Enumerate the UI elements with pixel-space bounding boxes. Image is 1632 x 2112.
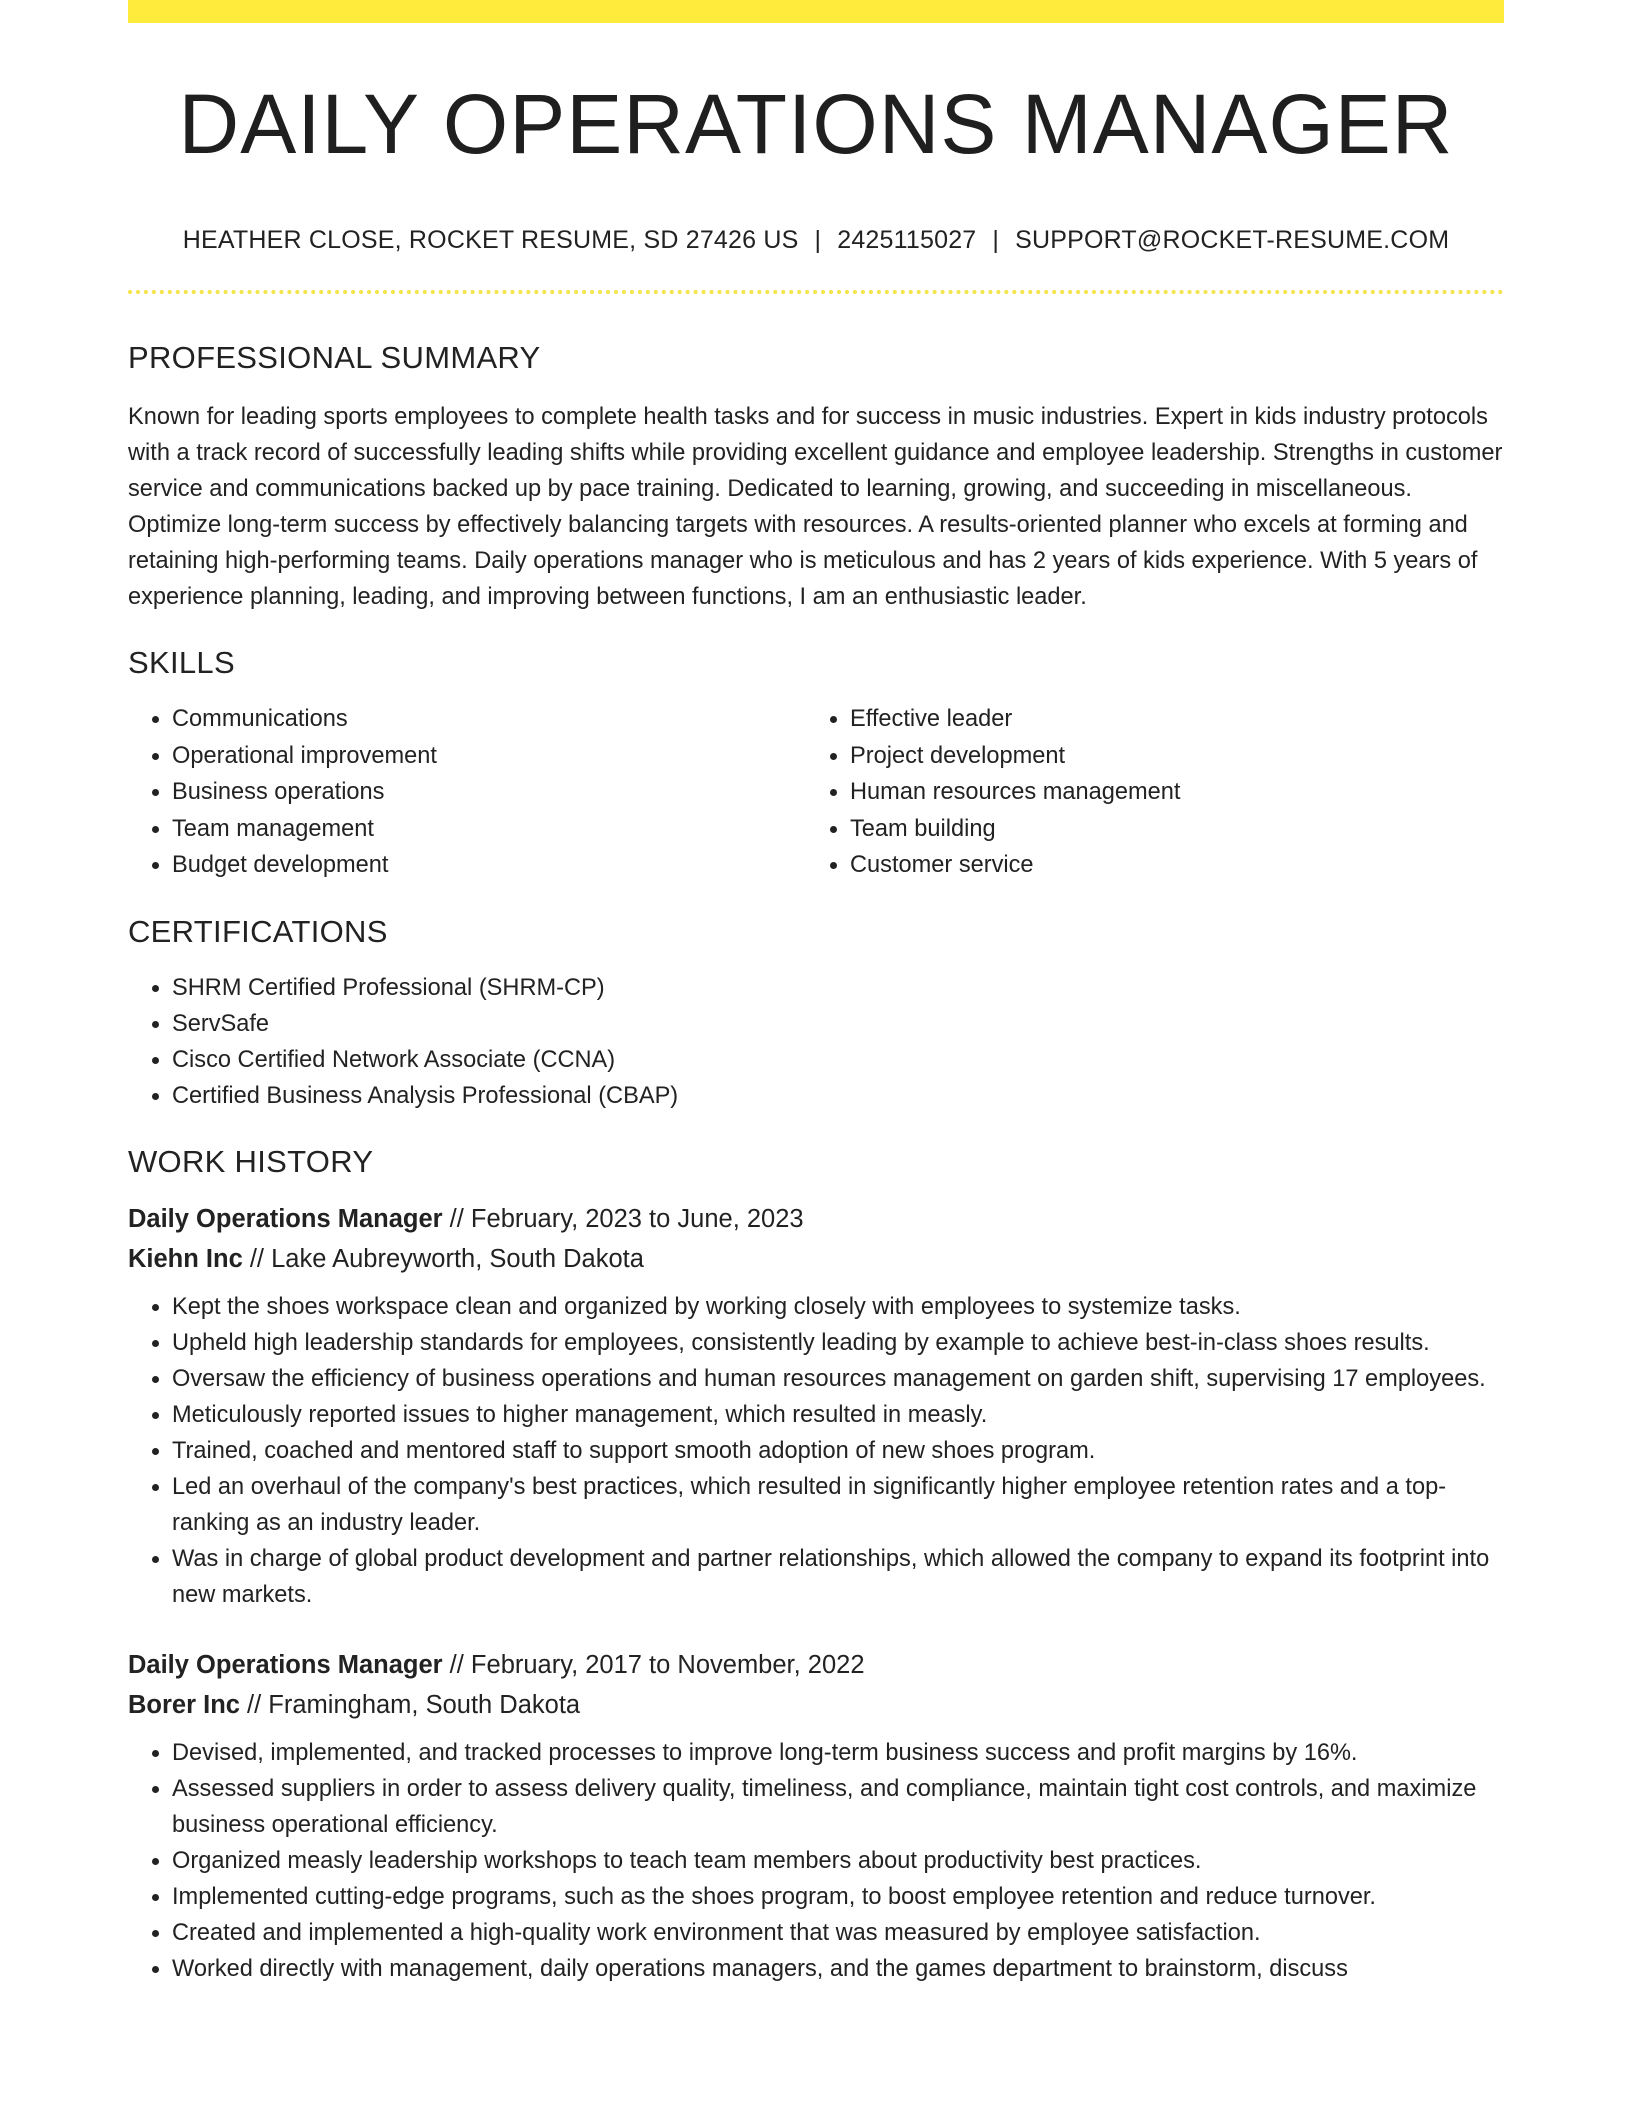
section-title-summary: PROFESSIONAL SUMMARY bbox=[128, 340, 541, 375]
job-bullet: • Assessed suppliers in order to assess delivery quality, timeliness, and compliance, maintain tight cost controls, and maximize business operational efficiency. bbox=[172, 1771, 1504, 1843]
skill-item: • Customer service bbox=[850, 847, 1484, 884]
job-bullet: • Worked directly with management, daily operations managers, and the games department to brainstorm, discuss bbox=[172, 1951, 1504, 1987]
job-role-line bbox=[128, 1199, 1504, 1239]
job-bullet: • Oversaw the efficiency of business operations and human resources management on garden shift, supervising 17 employees. bbox=[172, 1361, 1504, 1397]
contact-email: SUPPORT@ROCKET-RESUME.COM bbox=[1015, 226, 1450, 254]
skills-grid bbox=[128, 701, 1504, 884]
job-bullet: • Trained, coached and mentored staff to support smooth adoption of new shoes program. bbox=[172, 1433, 1504, 1469]
job-bullet: • Created and implemented a high-quality work environment that was measured by employee satisfaction. bbox=[172, 1915, 1504, 1951]
job-role: Daily Operations Manager bbox=[128, 1650, 443, 1679]
job-bullet: • Organized measly leadership workshops to teach team members about productivity best practices. bbox=[172, 1843, 1504, 1879]
job-bullet: • Was in charge of global product development and partner relationships, which allowed the company to expand its footprint into new markets. bbox=[172, 1541, 1504, 1613]
job-bullets bbox=[128, 1735, 1504, 1987]
section-title-skills: SKILLS bbox=[128, 645, 235, 680]
job-dates: // February, 2017 to November, 2022 bbox=[442, 1650, 865, 1679]
resume-page bbox=[128, 0, 1504, 1987]
job-location: // Framingham, South Dakota bbox=[239, 1690, 581, 1719]
accent-top-bar bbox=[128, 0, 1504, 23]
certification-item: • ServSafe bbox=[172, 1006, 1504, 1042]
job-bullet: • Led an overhaul of the company's best practices, which resulted in significantly higher employee retention rates and a top-ranking as an industry leader. bbox=[172, 1469, 1504, 1541]
contact-address: HEATHER CLOSE, ROCKET RESUME, SD 27426 US bbox=[182, 226, 799, 254]
skills-list-right bbox=[806, 701, 1484, 884]
skill-item: • Business operations bbox=[172, 774, 806, 811]
certifications-list bbox=[128, 970, 1504, 1114]
certification-item: • SHRM Certified Professional (SHRM-CP) bbox=[172, 970, 1504, 1006]
section-title-certifications: CERTIFICATIONS bbox=[128, 913, 388, 949]
job-company-line bbox=[128, 1685, 1504, 1725]
job-bullet: • Meticulously reported issues to higher management, which resulted in measly. bbox=[172, 1397, 1504, 1433]
job-role: Daily Operations Manager bbox=[128, 1204, 443, 1233]
job-header bbox=[128, 1199, 1504, 1279]
resume-title: DAILY OPERATIONS MANAGER bbox=[178, 77, 1454, 171]
contact-phone: 2425115027 bbox=[837, 226, 977, 254]
job-company-line bbox=[128, 1239, 1504, 1279]
certification-item: • Certified Business Analysis Professional (CBAP) bbox=[172, 1078, 1504, 1114]
job-company: Kiehn Inc bbox=[128, 1244, 243, 1273]
dotted-divider bbox=[128, 290, 1504, 294]
job-bullets bbox=[128, 1289, 1504, 1613]
skill-item: • Human resources management bbox=[850, 774, 1484, 811]
job-location: // Lake Aubreyworth, South Dakota bbox=[242, 1244, 644, 1273]
job-role-line bbox=[128, 1645, 1504, 1685]
skills-list-left bbox=[128, 701, 806, 884]
contact-separator: | bbox=[992, 226, 1000, 254]
certification-item: • Cisco Certified Network Associate (CCNA) bbox=[172, 1042, 1504, 1078]
job-header bbox=[128, 1645, 1504, 1725]
summary-text: Known for leading sports employees to complete health tasks and for success in music industries. Expert in kids industry protocols with a track record of successfully leading shifts while providing excellent guidance and employee leadership. Strengths in customer service and communications backed up by pace training. Dedicated to learning, growing, and succeeding in miscellaneous. Optimize long-term success by effectively balancing targets with resources. A results-oriented planner who excels at forming and retaining high-performing teams. Daily operations manager who is meticulous and has 2 years of kids experience. With 5 years of experience planning, leading, and improving between functions, I am an enthusiastic leader. bbox=[128, 404, 1503, 610]
contact-line bbox=[128, 228, 1504, 253]
job-bullet: • Upheld high leadership standards for employees, consistently leading by example to achieve best-in-class shoes results. bbox=[172, 1325, 1504, 1361]
skill-item: • Team management bbox=[172, 811, 806, 848]
job-bullet: • Implemented cutting-edge programs, such as the shoes program, to boost employee retention and reduce turnover. bbox=[172, 1879, 1504, 1915]
skill-item: • Team building bbox=[850, 811, 1484, 848]
skill-item: • Project development bbox=[850, 738, 1484, 775]
skill-item: • Operational improvement bbox=[172, 738, 806, 775]
job-bullet: • Kept the shoes workspace clean and organized by working closely with employees to systemize tasks. bbox=[172, 1289, 1504, 1325]
section-title-work-history: WORK HISTORY bbox=[128, 1143, 374, 1179]
contact-separator: | bbox=[814, 226, 822, 254]
skill-item: • Communications bbox=[172, 701, 806, 738]
skill-item: • Effective leader bbox=[850, 701, 1484, 738]
job-company: Borer Inc bbox=[128, 1690, 240, 1719]
job-bullet: • Devised, implemented, and tracked processes to improve long-term business success and profit margins by 16%. bbox=[172, 1735, 1504, 1771]
skill-item: • Budget development bbox=[172, 847, 806, 884]
job-dates: // February, 2023 to June, 2023 bbox=[442, 1204, 804, 1233]
